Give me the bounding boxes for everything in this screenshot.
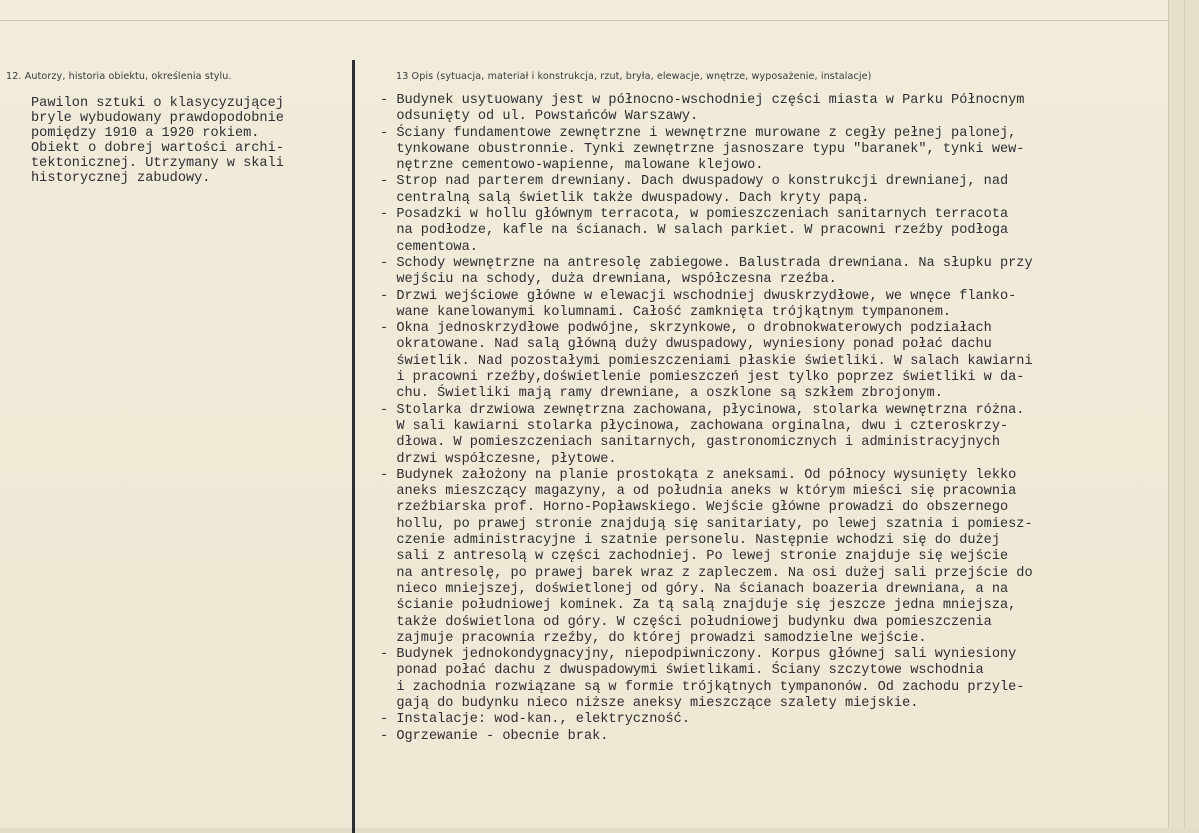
left-text-line: Obiekt o dobrej wartości archi- <box>31 141 284 157</box>
desc-line: ścianie południowej kominek. Za tą salą znajduje się jeszcze jedna mniejsza, <box>380 598 1017 614</box>
desc-line: tynkowane obustronnie. Tynki zewnętrzne jasnoszare typu "baranek", tynki wew- <box>380 141 1025 157</box>
desc-line: chu. Świetliki mają ramy drewniane, a oszklone są szkłem zbrojonym. <box>380 386 943 402</box>
desc-line: i pracowni rzeźby,doświetlenie pomieszczeń jest tylko poprzez świetliki w da- <box>380 370 1025 386</box>
left-text-line: tektonicznej. Utrzymany w skali <box>31 156 284 172</box>
desc-line: nieco mniejszej, doświetlonej od góry. Na ścianach boazeria drewniana, a na <box>380 581 1009 597</box>
desc-line: gają do budynku nieco niższe aneksy mieszczące szalety miejskie. <box>380 695 919 711</box>
desc-line: na antresolę, po prawej barek wraz z zapleczem. Na osi dużej sali przejście do <box>380 565 1033 581</box>
desc-line: na podłodze, kafle na ścianach. W salach parkiet. W pracowni rzeźby podłoga <box>380 223 1009 239</box>
desc-line: - Instalacje: wod-kan., elektryczność. <box>380 712 690 728</box>
desc-line: nętrzne cementowo-wapienne, malowane klejowo. <box>380 158 764 174</box>
column-divider <box>352 60 355 833</box>
top-rule <box>0 20 1170 21</box>
section-12-header: 12. Autorzy, historia obiektu, określenia stylu. <box>6 71 232 82</box>
description-text <box>380 93 1170 745</box>
desc-line: - Schody wewnętrzne na antresolę zabiegowe. Balustrada drewniana. Na słupku przy <box>380 255 1033 271</box>
authors-history-text <box>31 96 349 187</box>
desc-line: drzwi współczesne, płytowe. <box>380 451 617 467</box>
desc-line: - Posadzki w hollu głównym terracota, w pomieszczeniach sanitarnych terracota <box>380 207 1009 223</box>
desc-line: - Ogrzewanie - obecnie brak. <box>380 728 609 744</box>
section-13-header: 13 Opis (sytuacja, materiał i konstrukcja, rzut, bryła, elewacje, wnętrze, wyposażenie, instalacje) <box>396 71 872 82</box>
desc-line: czenie administracyjne i szatnie personelu. Następnie wchodzi się do dużej <box>380 533 1000 549</box>
left-text-line: bryle wybudowany prawdopodobnie <box>31 111 284 127</box>
desc-line: rzeźbiarska prof. Horno-Popławskiego. Wejście główne prowadzi do obszernego <box>380 500 1009 516</box>
desc-line: sali z antresolą w części zachodniej. Po lewej stronie znajduje się wejście <box>380 549 1009 565</box>
page-edge-line <box>1184 0 1185 833</box>
desc-line: także doświetlona od góry. W części południowej budynku dwa pomieszczenia <box>380 614 992 630</box>
desc-line: - Okna jednoskrzydłowe podwójne, skrzynkowe, o drobnokwaterowych podziałach <box>380 321 992 337</box>
desc-line: - Budynek jednokondygnacyjny, niepodpiwniczony. Korpus głównej sali wyniesiony <box>380 647 1017 663</box>
desc-line: - Strop nad parterem drewniany. Dach dwuspadowy o konstrukcji drewnianej, nad <box>380 174 1009 190</box>
desc-line: wane kanelowanymi kolumnami. Całość zamknięta trójkątnym tympanonem. <box>380 304 952 320</box>
desc-line: zajmuje pracownia rzeźby, do której prowadzi samodzielne wejście. <box>380 630 927 646</box>
desc-line: hollu, po prawej stronie znajdują się sanitariaty, po lewej szatnia i pomiesz- <box>380 516 1033 532</box>
desc-line: - Budynek usytuowany jest w północno-wschodniej części miasta w Parku Północnym <box>380 93 1025 108</box>
bottom-edge <box>0 828 1199 833</box>
desc-line: ponad połać dachu z dwuspadowymi świetlikami. Ściany szczytowe wschodnia <box>380 663 984 679</box>
desc-line: - Ściany fundamentowe zewnętrzne i wewnętrzne murowane z cegły pełnej palonej, <box>380 125 1017 141</box>
desc-line: wejściu na schody, duża drewniana, współczesna rzeźba. <box>380 272 837 288</box>
desc-line: okratowane. Nad salą główną duży dwuspadowy, wyniesiony ponad połać dachu <box>380 337 992 353</box>
left-text-line: Pawilon sztuki o klasycyzującej <box>31 96 284 111</box>
desc-line: świetlik. Nad pozostałymi pomieszczeniami płaskie świetliki. W salach kawiarni <box>380 353 1033 369</box>
desc-line: - Drzwi wejściowe główne w elewacji wschodniej dwuskrzydłowe, we wnęce flanko- <box>380 288 1017 304</box>
desc-line: aneks mieszczący magazyny, a od południa aneks w którym mieści się pracownia <box>380 484 1017 500</box>
desc-line: centralną salą świetlik także dwuspadowy. Dach kryty papą. <box>380 190 870 206</box>
desc-line: i zachodnia rozwiązane są w formie trójkątnych tympanonów. Od zachodu przyle- <box>380 679 1025 695</box>
left-text-line: pomiędzy 1910 a 1920 rokiem. <box>31 126 260 142</box>
left-text-line: historycznej zabudowy. <box>31 171 211 187</box>
desc-line: dłowa. W pomieszczeniach sanitarnych, gastronomicznych i administracyjnych <box>380 435 1000 451</box>
desc-line: - Stolarka drzwiowa zewnętrzna zachowana, płycinowa, stolarka wewnętrzna różna. <box>380 402 1025 418</box>
desc-line: - Budynek założony na planie prostokąta z aneksami. Od północy wysunięty lekko <box>380 467 1017 483</box>
desc-line: cementowa. <box>380 239 478 255</box>
desc-line: odsunięty od ul. Powstańców Warszawy. <box>380 109 699 125</box>
desc-line: W sali kawiarni stolarka płycinowa, zachowana orginalna, dwu i czteroskrzy- <box>380 418 1009 434</box>
